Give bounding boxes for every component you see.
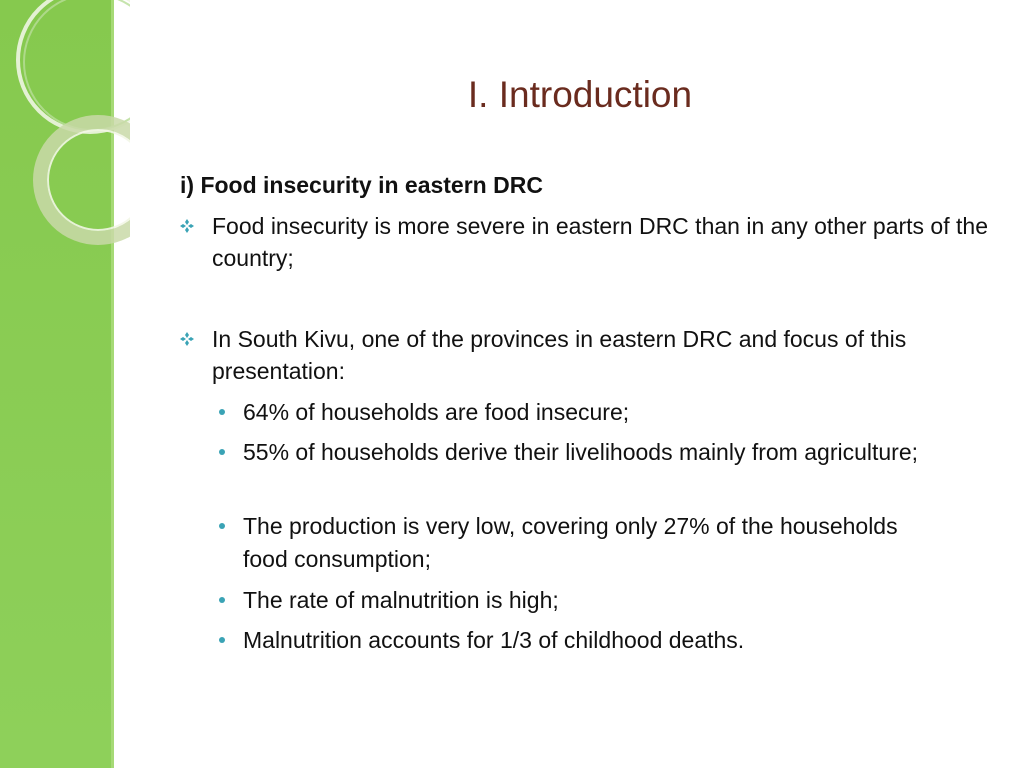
sub-bullet-text: Malnutrition accounts for 1/3 of childhood deaths. bbox=[243, 627, 745, 653]
sub-bullet-text: 64% of households are food insecure; bbox=[243, 399, 630, 425]
sub-bullet-text: The production is very low, covering only 27% of the households food consumption; bbox=[243, 513, 898, 572]
section-subtitle: i) Food insecurity in eastern DRC bbox=[180, 172, 543, 198]
sub-bullet-text: The rate of malnutrition is high; bbox=[243, 587, 559, 613]
bullet-text: In South Kivu, one of the provinces in eastern DRC and focus of this presentation: bbox=[212, 326, 907, 384]
bullet-item bbox=[212, 210, 1002, 274]
sub-bullet-item bbox=[243, 510, 943, 576]
dot-icon bbox=[219, 637, 225, 643]
dot-icon bbox=[219, 523, 225, 529]
four-diamond-icon bbox=[180, 332, 194, 346]
bullet-item bbox=[212, 323, 1002, 387]
sub-bullet-item bbox=[243, 396, 1013, 429]
decorative-rings bbox=[0, 0, 130, 260]
dot-icon bbox=[219, 449, 225, 455]
bullet-text: Food insecurity is more severe in eastern DRC than in any other parts of the country; bbox=[212, 213, 988, 271]
dot-icon bbox=[219, 597, 225, 603]
sub-bullet-item bbox=[243, 436, 963, 469]
sub-bullet-item bbox=[243, 584, 1013, 617]
sub-bullet-text: 55% of households derive their livelihoods mainly from agriculture; bbox=[243, 439, 919, 465]
sub-bullet-item bbox=[243, 624, 1013, 657]
dot-icon bbox=[219, 409, 225, 415]
four-diamond-icon bbox=[180, 219, 194, 233]
slide-title: I. Introduction bbox=[467, 74, 693, 115]
